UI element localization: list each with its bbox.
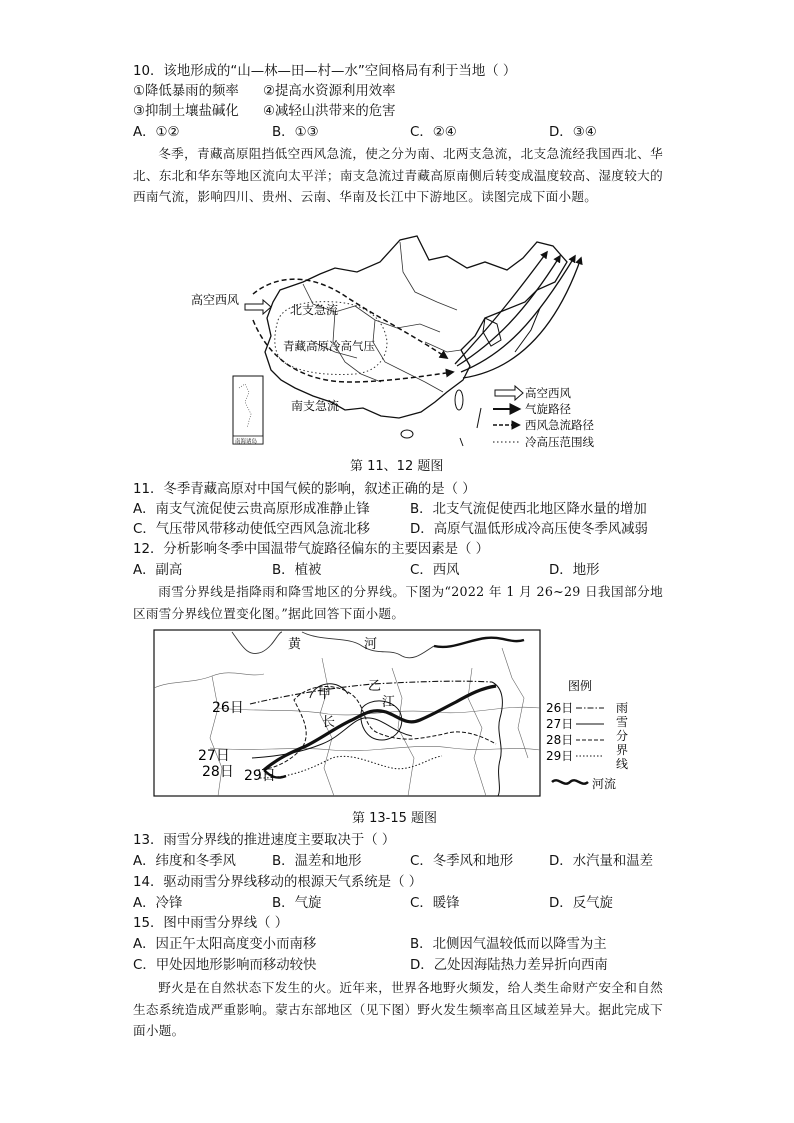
q14-stem: 14．驱动雨雪分界线移动的根源天气系统是（ ）: [133, 875, 423, 890]
passage-rain-snow: [133, 581, 663, 624]
q15-option-b: B．北侧因气温较低而以降雪为主: [410, 937, 607, 952]
q11-option-d: D．高原气温低形成冷高压使冬季风减弱: [410, 522, 648, 537]
legend-cyclone: 气旋路径: [525, 402, 571, 416]
q13-option-b: B．温差和地形: [272, 854, 362, 869]
q15-option-a: A．因正午太阳高度变小而南移: [133, 937, 317, 952]
q15-stem: 15．图中雨雪分界线（ ）: [133, 916, 289, 931]
q12-stem: 12．分析影响冬季中国温带气旋路径偏东的主要因素是（ ）: [133, 542, 490, 557]
q15-option-d: D．乙处因海陆热力差异折向西南: [410, 958, 608, 973]
q14-option-a: A．冷锋: [133, 896, 183, 911]
legend-river-icon: [552, 780, 588, 783]
label-day-27: 27日: [198, 748, 230, 764]
legend-westerly-icon: [495, 386, 523, 400]
legend-v-4: 界: [616, 743, 629, 757]
q12-option-b: B．植被: [272, 563, 322, 578]
q12-option-a: A．副高: [133, 563, 183, 578]
legend-cold-high: 冷高压范围线: [525, 435, 594, 449]
q13-option-a: A．纬度和冬季风: [133, 854, 236, 869]
q10-option-c: C．②④: [410, 125, 457, 140]
map-jet-stream: [185, 232, 615, 454]
q12-option-c: C．西风: [410, 563, 460, 578]
q15-option-c: C．甲处因地形影响而移动较快: [133, 958, 317, 973]
legend-jet: 西风急流路径: [525, 418, 594, 432]
label-yi: 乙: [368, 679, 382, 694]
q11-option-c: C．气压带风带移动使低空西风急流北移: [133, 522, 370, 537]
legend-day-26: 26日: [546, 701, 574, 715]
label-chang: 长: [322, 715, 336, 730]
legend-v-1: 雨: [616, 701, 629, 715]
legend-day-27: 27日: [546, 717, 574, 731]
passage-rain-snow-text: 雨雪分界线是指降雨和降雪地区的分界线。下图为“2022 年 1 月 26~29 日我国部分地区雨雪分界线位置变化图。”据此回答下面小题。: [133, 584, 663, 621]
q10-item-3: ③抑制土壤盐碱化: [133, 104, 239, 119]
cyclone-path-2: [457, 256, 560, 366]
map2-caption: 第 13-15 题图: [352, 811, 438, 826]
passage-wildfire-text: 野火是在自然状态下发生的火。近年来，世界各地野火频发，给人类生命财产安全和自然生态系统造成严重影响。蒙古东部地区（见下图）野火发生频率高且区域差异大。据此完成下面小题。: [133, 980, 663, 1038]
q10-item-1: ①降低暴雨的频率: [133, 84, 239, 99]
q14-option-c: C．暖锋: [410, 896, 460, 911]
legend-v-2: 雪: [616, 715, 629, 729]
passage-jet-stream-text: 冬季，青藏高原阻挡低空西风急流，使之分为南、北两支急流，北支急流经我国西北、华北、东北和华东等地区流向太平洋；南支急流过青藏高原南侧后转变成温度较高、湿度较大的西南气流，影响四川、贵州、云南、华南及长江中下游地区。读图完成下面小题。: [133, 146, 663, 204]
q10-item-2: ②提高水资源利用效率: [263, 84, 396, 99]
label-westerly: 高空西风: [191, 293, 240, 307]
q10-option-a: A．①②: [133, 125, 180, 140]
q14-option-d: D．反气旋: [549, 896, 613, 911]
passage-jet-stream: [133, 143, 663, 208]
label-he: 河: [364, 637, 378, 652]
legend-v-5: 线: [616, 757, 629, 771]
inset-box: [233, 376, 263, 444]
china-outline: [265, 236, 567, 418]
q10-item-4: ④减轻山洪带来的危害: [263, 104, 396, 119]
q11-stem: 11．冬季青藏高原对中国气候的影响，叙述正确的是（ ）: [133, 482, 476, 497]
legend-westerly: 高空西风: [525, 386, 571, 400]
map-rain-snow: [152, 628, 630, 798]
label-inset: 南海诸岛: [235, 439, 258, 445]
q13-option-d: D．水汽量和温差: [549, 854, 654, 869]
q14-option-b: B．气旋: [272, 896, 322, 911]
cyclone-path-1: [455, 252, 547, 364]
q11-option-a: A．南支气流促使云贵高原形成准静止锋: [133, 502, 370, 517]
q11-option-b: B．北支气流促使西北地区降水量的增加: [410, 502, 647, 517]
label-jiang: 江: [382, 695, 396, 710]
legend-v-3: 分: [616, 729, 629, 743]
legend-river: 河流: [592, 777, 617, 791]
legend-title: 图例: [568, 679, 593, 693]
label-day-29: 29日: [244, 768, 276, 784]
q13-stem: 13．雨雪分界线的推进速度主要取决于（ ）: [133, 833, 396, 848]
label-day-28: 28日: [202, 764, 234, 780]
q12-option-d: D．地形: [549, 563, 600, 578]
map2-legend: [546, 678, 628, 791]
q10-option-d: D．③④: [549, 125, 597, 140]
label-cold-high: 青藏高原冷高气压: [283, 339, 375, 353]
map1-legend: [493, 386, 594, 449]
legend-day-29: 29日: [546, 749, 574, 763]
label-jia: 甲: [318, 687, 332, 702]
passage-wildfire: [133, 977, 663, 1042]
westerly-arrow-icon: [245, 300, 271, 314]
legend-day-28: 28日: [546, 733, 574, 747]
q10-option-b: B．①③: [272, 125, 319, 140]
label-south-jet: 南支急流: [291, 399, 340, 413]
label-day-26: 26日: [212, 700, 244, 716]
q10-stem: 10．该地形成的“山—林—田—村—水”空间格局有利于当地（ ）: [133, 64, 517, 79]
q13-option-c: C．冬季风和地形: [410, 854, 514, 869]
label-huang: 黄: [288, 637, 302, 652]
label-north-jet: 北支急流: [290, 303, 339, 317]
cyclone-path-4: [463, 258, 581, 378]
map1-caption: 第 11、12 题图: [350, 459, 444, 474]
